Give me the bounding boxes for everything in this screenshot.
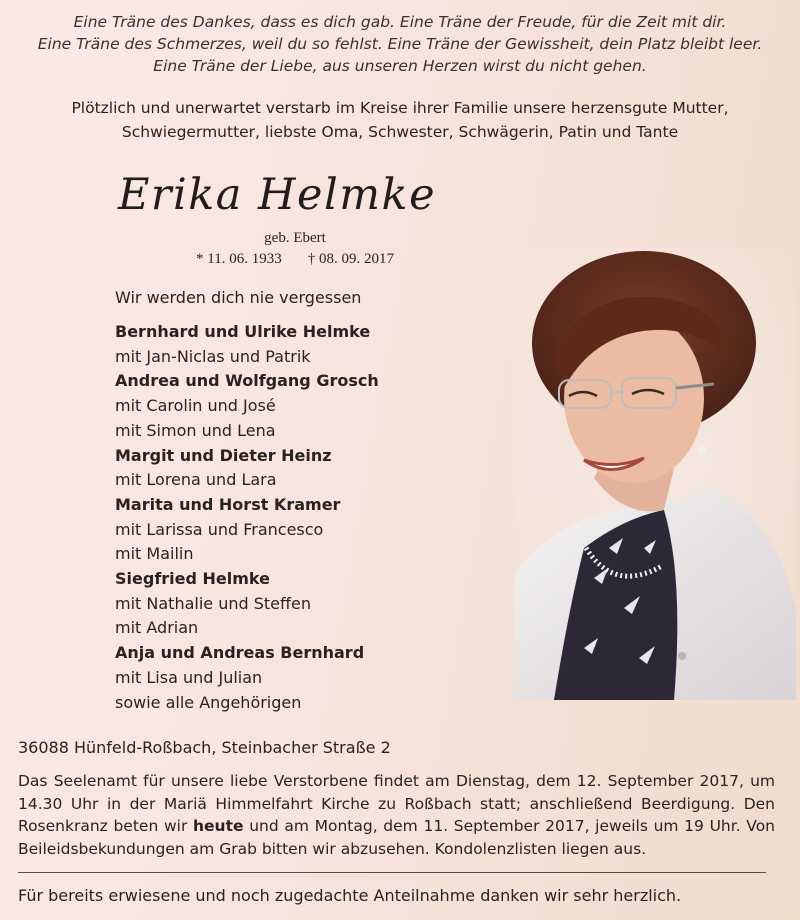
- mourner-relatives: sowie alle Angehörigen: [115, 692, 302, 712]
- mourner-children: mit Larissa und Francesco: [115, 519, 324, 539]
- funeral-notice: [18, 770, 775, 860]
- notice-text-2: und am Montag, dem 11. September 2017, jeweils um 19 Uhr. Von Beileidsbekundungen am Grab bitten wir abzusehen. Kondolenzlisten liegen aus.: [18, 817, 776, 858]
- poem: [0, 11, 800, 77]
- mourner-family: Siegfried Helmke: [115, 569, 270, 589]
- portrait-illustration: [514, 248, 796, 700]
- mourner-children: mit Mailin: [115, 544, 194, 564]
- intro-line-1: Plötzlich und unerwartet verstarb im Kreise ihrer Familie unsere herzensgute Mutter,: [71, 99, 729, 117]
- poem-line-1: Eine Träne des Dankes, dass es dich gab. Eine Träne der Freude, für die Zeit mit dir.: [73, 13, 727, 31]
- intro-line-2: Schwiegermutter, liebste Oma, Schwester, Schwägerin, Patin und Tante: [121, 123, 679, 141]
- mourner-family: Andrea und Wolfgang Grosch: [115, 371, 379, 391]
- mourner-children: mit Simon und Lena: [115, 420, 276, 440]
- intro-text: [0, 96, 800, 144]
- poem-line-3: Eine Träne der Liebe, aus unseren Herzen wirst du nicht gehen.: [153, 57, 647, 75]
- mourner-children: mit Lisa und Julian: [115, 667, 263, 687]
- mourner-children: mit Adrian: [115, 618, 199, 638]
- mourners-list: [115, 320, 379, 715]
- remember-line: Wir werden dich nie vergessen: [115, 288, 362, 307]
- poem-line-2: Eine Träne des Schmerzes, weil du so fehlst. Eine Träne der Gewissheit, dein Platz bleibt leer.: [37, 35, 763, 53]
- mourner-children: mit Nathalie und Steffen: [115, 593, 312, 613]
- thanks-line: Für bereits erwiesene und noch zugedachte Anteilnahme danken wir sehr herzlich.: [18, 886, 682, 905]
- mourner-children: mit Jan-Niclas und Patrik: [115, 346, 311, 366]
- deceased-name: Erika Helmke: [118, 170, 437, 220]
- portrait-photo: [514, 248, 796, 700]
- address: 36088 Hünfeld-Roßbach, Steinbacher Straße 2: [18, 738, 391, 757]
- mourner-children: mit Lorena und Lara: [115, 470, 277, 490]
- mourner-family: Marita und Horst Kramer: [115, 494, 341, 514]
- mourner-family: Anja und Andreas Bernhard: [115, 643, 365, 663]
- mourner-children: mit Carolin und José: [115, 396, 276, 416]
- notice-emphasis: heute: [193, 817, 244, 835]
- mourner-family: Bernhard und Ulrike Helmke: [115, 322, 371, 341]
- maiden-name: geb. Ebert: [264, 230, 326, 246]
- life-dates: [160, 251, 430, 268]
- birth-date: * 11. 06. 1933: [196, 251, 282, 267]
- notice-text-1: Das Seelenamt für unsere liebe Verstorbene findet am Dienstag, dem 12. September 2017, um 14.30 Uhr in der Mariä Himmelfahrt Kirche zu Roßbach statt; anschließend Beerdigung. Den Rosenkranz beten wir: [18, 772, 775, 835]
- divider: [18, 872, 766, 873]
- death-date: † 08. 09. 2017: [307, 251, 394, 267]
- mourner-family: Margit und Dieter Heinz: [115, 445, 332, 465]
